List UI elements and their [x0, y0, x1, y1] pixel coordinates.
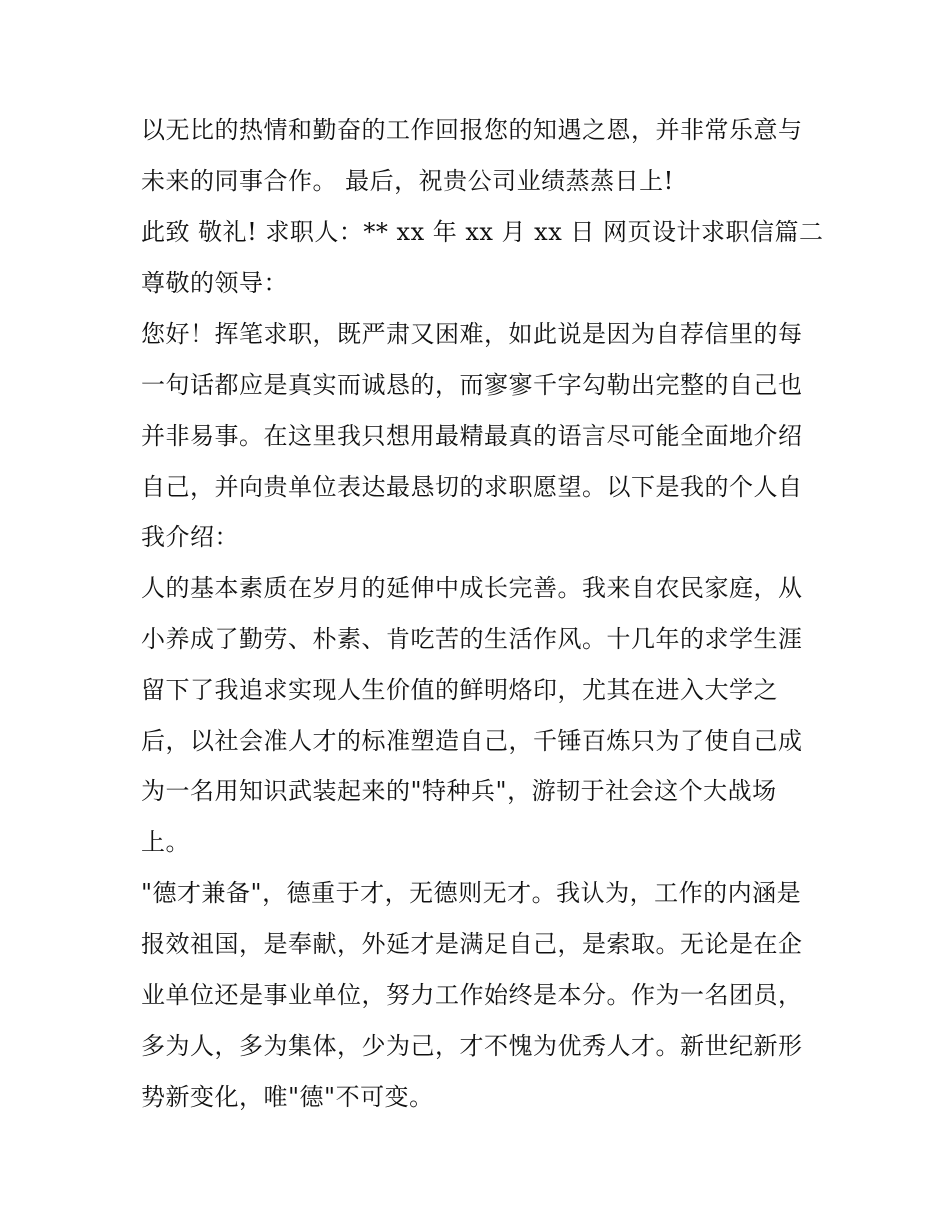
text-line: "德才兼备"，德重于才，无德则无才。我认为，工作的内涵是	[141, 879, 802, 907]
text-line: 自己，并向贵单位表达最恳切的求职愿望。以下是我的个人自	[141, 473, 803, 501]
text-line: 尊敬的领导：	[141, 269, 288, 297]
text-line: 我介绍：	[141, 523, 239, 551]
text-line: 小养成了勤劳、朴素、肯吃苦的生活作风。十几年的求学生涯	[141, 625, 803, 653]
text-line: 上。	[141, 828, 190, 856]
text-line: 此致 敬礼! 求职人：** xx 年 xx 月 xx 日 网页设计求职信篇二	[141, 218, 824, 246]
text-line: 未来的同事合作。 最后，祝贵公司业绩蒸蒸日上!	[141, 167, 674, 195]
text-line: 势新变化，唯"德"不可变。	[141, 1083, 434, 1111]
text-line: 以无比的热情和勤奋的工作回报您的知遇之恩，并非常乐意与	[141, 116, 803, 144]
text-line: 并非易事。在这里我只想用最精最真的语言尽可能全面地介绍	[141, 422, 803, 450]
text-line: 您好！挥笔求职，既严肃又困难，如此说是因为自荐信里的每	[141, 320, 803, 348]
text-line: 后，以社会准人才的标准塑造自己，千锤百炼只为了使自己成	[141, 727, 803, 755]
text-line: 为一名用知识武装起来的"特种兵"，游韧于社会这个大战场	[141, 777, 777, 805]
text-line: 人的基本素质在岁月的延伸中成长完善。我来自农民家庭，从	[141, 574, 803, 602]
text-line: 业单位还是事业单位，努力工作始终是本分。作为一名团员，	[141, 981, 803, 1009]
text-line: 多为人，多为集体，少为己，才不愧为优秀人才。新世纪新形	[141, 1032, 803, 1060]
text-line: 留下了我追求实现人生价值的鲜明烙印，尤其在进入大学之	[141, 676, 778, 704]
text-line: 一句话都应是真实而诚恳的，而寥寥千字勾勒出完整的自己也	[141, 371, 803, 399]
text-line: 报效祖国，是奉献，外延才是满足自己，是索取。无论是在企	[141, 930, 803, 958]
